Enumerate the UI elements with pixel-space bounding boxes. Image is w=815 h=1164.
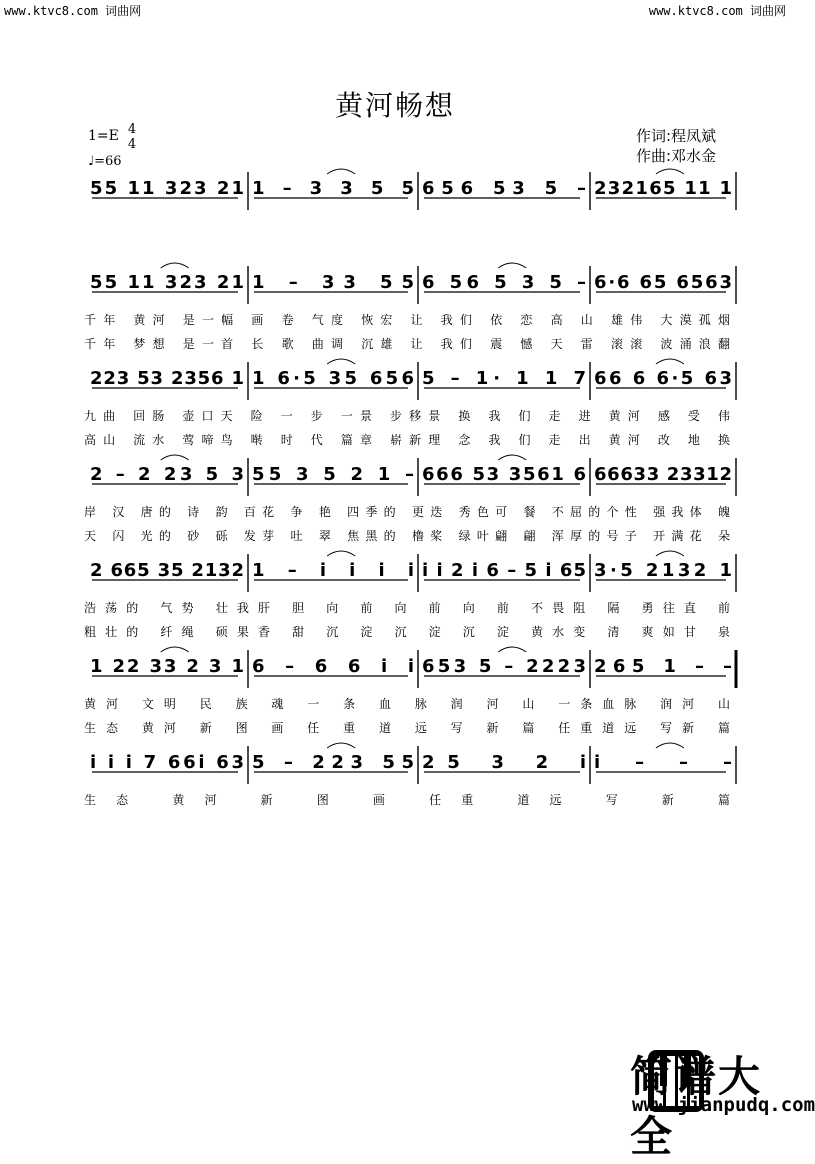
slur-mark — [161, 455, 189, 460]
measure-notes: i – – – — [594, 752, 732, 773]
lyric-line: 高山 流水 莺啼鸟 啭 时 代 篇章 崭新理 念 我 们 走 出 黄河 改 地 换 — [84, 433, 730, 447]
measure-notes: i i i 7 66i 63 — [90, 752, 244, 773]
measure-notes: 66633 23312 — [594, 464, 732, 485]
brand-name: 简谱大全 — [630, 1052, 763, 1161]
measure-notes: 55 3 5 2 1 – — [252, 464, 414, 485]
lyricist: 作词:程凤斌 — [636, 127, 717, 145]
measure-notes: 1 – 33 55 — [252, 272, 414, 293]
lyric-line: 黄河 文明 民 族 魂 一 条 血 脉 润 河 山 一条血脉 润河 山 — [84, 697, 730, 711]
lyric-line: 粗壮的 纤绳 硕果香 甜 沉 淀 沉 淀 沉 淀 黄水变 清 爽如甘 泉 — [84, 625, 730, 639]
header-left-site: www.ktvc8.com 词曲网 — [4, 4, 142, 18]
song-title: 黄河畅想 — [334, 89, 455, 122]
score-system — [90, 169, 736, 210]
slur-mark — [327, 551, 355, 556]
slur-mark — [656, 169, 684, 174]
lyric-line: 千年 黄河 是一幅 画 卷 气度 恢宏 让 我们 依 恋 高 山 雄伟 大漠孤烟 — [84, 313, 730, 327]
measure-notes: 656 53 5 – — [422, 178, 586, 199]
measure-notes: 6 – 6 6 i i — [252, 656, 414, 677]
measure-notes: 2 665 35 2132 — [90, 560, 244, 581]
lyric-line: 生态 黄河 新 图 画 任重 道远 写 新 篇 — [84, 793, 730, 807]
measure-notes: 5 – 223 55 — [252, 752, 414, 773]
slur-mark — [656, 551, 684, 556]
measure-notes: 2 – 2 23 5 3 — [90, 464, 244, 485]
measure-notes: 232165 11 1 — [594, 178, 732, 199]
measure-notes: 6·6 65 6563 — [594, 272, 732, 293]
measure-notes: i i 2 i 6 – 5 i 65 — [422, 560, 586, 581]
measure-notes: 265 1 – – — [594, 656, 732, 677]
score-system — [84, 455, 736, 543]
lyric-line: 天 闪 光的 砂 砾 发芽 吐 翠 焦黑的 橹桨 绿叶翩 翩 浑厚的号子 开满花 朵 — [84, 529, 730, 543]
measure-notes: 66 6 6·5 63 — [594, 368, 732, 389]
lyric-line: 浩荡的 气势 壮我肝 胆 向 前 向 前 向 前 不畏阻 隔 勇往直 前 — [84, 601, 730, 615]
score-system — [84, 263, 736, 351]
measure-notes: 55 11 323 21 — [90, 178, 244, 199]
score-system — [84, 647, 736, 735]
slur-mark — [161, 263, 189, 268]
measure-notes: 55 11 323 21 — [90, 272, 244, 293]
measure-notes: 5 – 1· 1 1 7 — [422, 368, 586, 389]
tempo-value: =66 — [94, 154, 122, 169]
lyric-line: 九曲 回肠 壶口天 险 一 步 一景 步移景 换 我 们 走 进 黄河 感 受 伟 — [84, 409, 730, 423]
measure-notes: 3·5 2132 1 — [594, 560, 732, 581]
composer: 作曲:邓水金 — [636, 147, 717, 165]
time-signature-bottom: 4 — [127, 137, 137, 152]
brand-url: www.jianpudq.com — [632, 1094, 815, 1116]
slur-mark — [656, 743, 684, 748]
slur-mark — [498, 263, 526, 268]
slur-mark — [327, 169, 355, 174]
measure-notes: 1 22 33 2 3 1 — [90, 656, 244, 677]
slur-mark — [327, 743, 355, 748]
measure-notes: 1 – i i i i — [252, 560, 414, 581]
time-signature-top: 4 — [127, 122, 137, 137]
slur-mark — [656, 359, 684, 364]
score-system — [84, 743, 736, 807]
slur-mark — [498, 455, 526, 460]
quarter-note-icon: ♩ — [88, 154, 95, 169]
header-right-site: www.ktvc8.com 词曲网 — [648, 4, 786, 18]
score-system — [84, 551, 736, 639]
measure-notes: 666 53 3561 6 — [422, 464, 586, 485]
lyric-line: 生态 黄河 新 图 画 任 重 道 远 写 新 篇 任重道远 写新 篇 — [84, 721, 730, 735]
measure-notes: 6 56 5 3 5 – — [422, 272, 586, 293]
measure-notes: 1 – 3 3 5 5 — [252, 178, 414, 199]
measure-notes: 25 3 2 i — [422, 752, 586, 773]
measure-notes: 1 6·5 35 656 — [252, 368, 414, 389]
slur-mark — [327, 359, 355, 364]
score-system — [84, 359, 736, 447]
measure-notes: 223 53 2356 1 — [90, 368, 244, 389]
measure-notes: 653 5 – 2223 — [422, 656, 586, 677]
lyric-line: 千年 梦想 是一首 长 歌 曲调 沉雄 让 我们 震 憾 天 雷 滚滚 波涌浪翻 — [84, 337, 730, 351]
slur-mark — [498, 647, 526, 652]
lyric-line: 岸 汉 唐的 诗 韵 百花 争 艳 四季的 更迭 秀色可 餐 不屈的个性 强我体 魄 — [84, 505, 730, 519]
key-signature: 1=E — [88, 128, 119, 144]
slur-mark — [161, 647, 189, 652]
